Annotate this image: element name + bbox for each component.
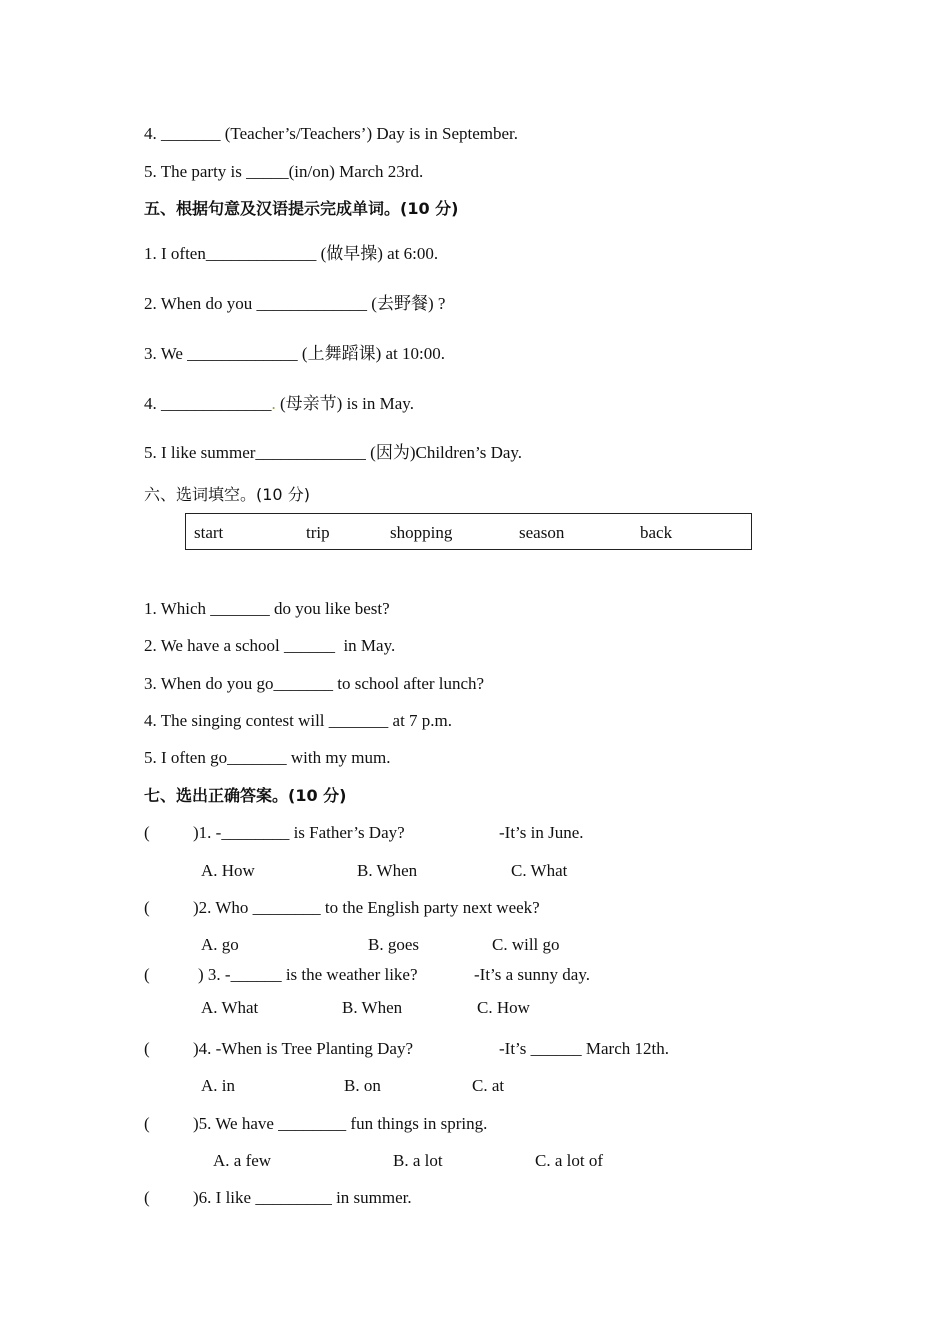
question-2-option-c: C. will go: [492, 935, 560, 954]
question-3-stem: ) 3. -______ is the weather like?: [198, 965, 418, 984]
question-3-option-b: B. When: [342, 998, 403, 1017]
question-4-stem: )4. -When is Tree Planting Day?: [193, 1039, 414, 1058]
sentence-5-4-rest: (母亲节) is in May.: [275, 394, 414, 413]
sentence-4-5: 5. The party is _____(in/on) March 23rd.: [144, 162, 424, 181]
answer-paren: (: [144, 823, 150, 842]
section-5-heading: 五、根据句意及汉语提示完成单词。(10 分): [144, 199, 459, 218]
question-5-option-b: B. a lot: [393, 1151, 443, 1170]
section-6-heading: 六、选词填空。(10 分): [144, 485, 310, 504]
sentence-5-2: 2. When do you _____________ (去野餐) ?: [144, 294, 446, 313]
sentence-6-4: 4. The singing contest will _______ at 7 p.m.: [144, 711, 453, 730]
sentence-5-5: 5. I like summer_____________ (因为)Children’s Day.: [144, 443, 523, 462]
word-bank-item: start: [194, 523, 224, 542]
question-1-reply: -It’s in June.: [499, 823, 584, 842]
section-7-heading: 七、选出正确答案。(10 分): [144, 786, 347, 805]
answer-paren: (: [144, 965, 150, 984]
question-4-reply: -It’s ______ March 12th.: [499, 1039, 669, 1058]
question-4-option-c: C. at: [472, 1076, 505, 1095]
sentence-5-3: 3. We _____________ (上舞蹈课) at 10:00.: [144, 344, 445, 363]
sentence-6-3: 3. When do you go_______ to school after lunch?: [144, 674, 485, 693]
answer-paren: (: [144, 1039, 150, 1058]
word-bank-item: back: [640, 523, 673, 542]
question-1-option-b: B. When: [357, 861, 418, 880]
question-2-stem: )2. Who ________ to the English party next week?: [193, 898, 540, 917]
word-box: [185, 513, 752, 550]
sentence-5-4: [144, 393, 414, 415]
answer-paren: (: [144, 898, 150, 917]
word-bank-item: trip: [306, 523, 330, 542]
question-1-stem: )1. -________ is Father’s Day?: [193, 823, 405, 842]
sentence-6-1: 1. Which _______ do you like best?: [144, 599, 390, 618]
sentence-6-2: 2. We have a school ______ in May.: [144, 636, 396, 655]
question-1-option-a: A. How: [201, 861, 255, 880]
question-4-option-b: B. on: [344, 1076, 381, 1095]
question-2-option-a: A. go: [201, 935, 239, 954]
answer-paren: (: [144, 1188, 150, 1207]
sentence-5-1: 1. I often_____________ (做早操) at 6:00.: [144, 244, 439, 263]
sentence-6-5: 5. I often go_______ with my mum.: [144, 748, 391, 767]
sentence-5-4-blank: 4. _____________: [144, 394, 272, 413]
sentence-5-4-dot: .: [271, 394, 276, 413]
question-2-option-b: B. goes: [368, 935, 419, 954]
answer-paren: (: [144, 1114, 150, 1133]
sentence-4-4: 4. _______ (Teacher’s/Teachers’) Day is in September.: [144, 124, 519, 143]
question-3-option-a: A. What: [201, 998, 259, 1017]
question-1-option-c: C. What: [511, 861, 568, 880]
question-3-reply: -It’s a sunny day.: [474, 965, 590, 984]
question-5-option-a: A. a few: [213, 1151, 272, 1170]
question-6-stem: )6. I like _________ in summer.: [193, 1188, 412, 1207]
question-3-option-c: C. How: [477, 998, 530, 1017]
word-bank-item: season: [519, 523, 565, 542]
question-4-option-a: A. in: [201, 1076, 235, 1095]
question-5-option-c: C. a lot of: [535, 1151, 603, 1170]
question-5-stem: )5. We have ________ fun things in spring.: [193, 1114, 488, 1133]
word-bank-item: shopping: [390, 523, 453, 542]
